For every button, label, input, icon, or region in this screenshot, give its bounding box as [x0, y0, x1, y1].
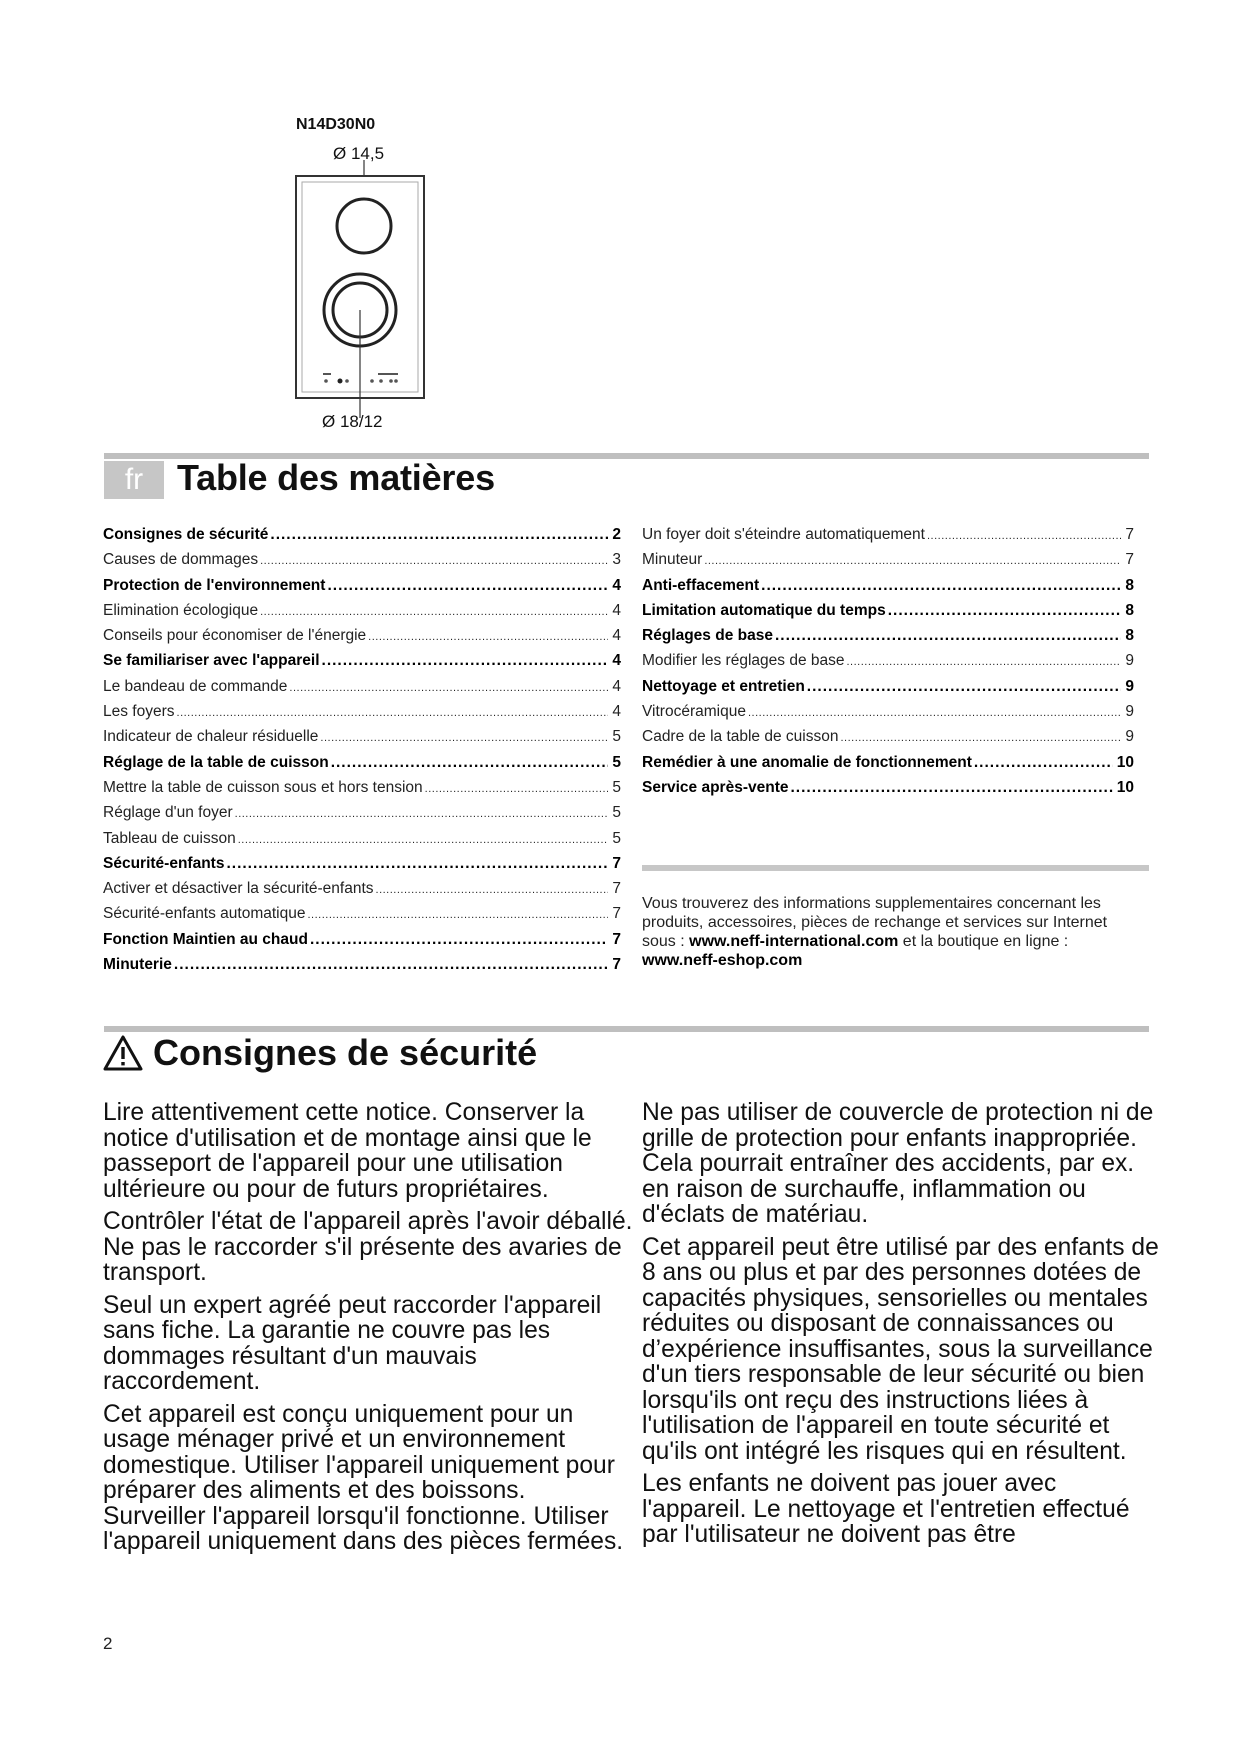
toc-entry[interactable]: Nettoyage et entretien ..... 9 — [642, 678, 1134, 703]
toc-entry[interactable]: Remédier à une anomalie de fonctionnement ..... 10 — [642, 754, 1134, 779]
toc-entry[interactable]: Protection de l'environnement ..... 4 — [103, 577, 621, 602]
toc-entry[interactable]: Minuterie ..... 7 — [103, 956, 621, 981]
toc-entry[interactable]: Cadre de la table de cuisson ..... 9 — [642, 728, 1134, 753]
safety-right-column — [642, 1100, 1162, 1555]
page-number: 2 — [103, 1634, 113, 1653]
toc-entry[interactable]: Tableau de cuisson ..... 5 — [103, 830, 621, 855]
toc-entry[interactable]: Réglage de la table de cuisson ..... 5 — [103, 754, 621, 779]
toc-entry[interactable]: Service après-vente ..... 10 — [642, 779, 1134, 804]
warning-icon — [103, 1035, 143, 1071]
cooktop-diagram — [290, 160, 440, 430]
toc-entry[interactable]: Vitrocéramique ..... 9 — [642, 703, 1134, 728]
toc-entry[interactable]: Sécurité-enfants ..... 7 — [103, 855, 621, 880]
safety-paragraph: Cet appareil est conçu uniquement pour un usage ménager privé et un environnement domestique. Utiliser l'appareil uniquement pour préparer des aliments et des boissons. Surveiller l'appareil lorsqu'il fonctionne. Utiliser l'appareil uniquement dans des pièces fermées. — [103, 1400, 624, 1555]
international-link[interactable]: www.neff-international.com — [689, 933, 899, 950]
toc-entry[interactable]: Les foyers ..... 4 — [103, 703, 621, 728]
appliance-model-label: N14D30N0 — [296, 116, 376, 133]
language-badge: fr — [104, 461, 164, 499]
toc-entry[interactable]: Réglage d'un foyer ..... 5 — [103, 804, 621, 829]
toc-entry[interactable]: Consignes de sécurité ..... 2 — [103, 526, 621, 551]
toc-entry[interactable]: Un foyer doit s'éteindre automatiquement ..... 7 — [642, 526, 1134, 551]
safety-heading — [103, 1032, 537, 1074]
toc-entry[interactable]: Modifier les réglages de base ..... 9 — [642, 652, 1134, 677]
toc-right-column — [642, 526, 1134, 804]
toc-entry[interactable]: Réglages de base ..... 8 — [642, 627, 1134, 652]
info-text-part: Vous trouverez des informations supplementaires concernant les produits, accessoires, pièces de rechange et services sur Internet sous : — [642, 895, 1108, 950]
eshop-link[interactable]: www.neff-eshop.com — [642, 952, 803, 969]
toc-entry[interactable]: Conseils pour économiser de l'énergie ..... 4 — [103, 627, 621, 652]
zone-diameter-top: Ø 14,5 — [333, 144, 385, 163]
toc-title: Table des matières — [177, 457, 495, 498]
toc-entry[interactable]: Sécurité-enfants automatique ..... 7 — [103, 905, 621, 930]
toc-entry[interactable]: Limitation automatique du temps ..... 8 — [642, 602, 1134, 627]
toc-entry[interactable]: Se familiariser avec l'appareil ..... 4 — [103, 652, 621, 677]
toc-entry[interactable]: Causes de dommages ..... 3 — [103, 551, 621, 576]
safety-paragraph: Lire attentivement cette notice. Conserver la notice d'utilisation et de montage ainsi que le passeport de l'appareil pour une utilisation ultérieure ou pour de futurs propriétaires. — [103, 1099, 592, 1203]
toc-left-column — [103, 526, 621, 981]
info-rule — [642, 865, 1149, 871]
toc-entry[interactable]: Mettre la table de cuisson sous et hors tension ..... 5 — [103, 779, 621, 804]
zone-diameter-bottom: Ø 18/12 — [322, 412, 383, 431]
toc-entry[interactable]: Anti-effacement ..... 8 — [642, 577, 1134, 602]
toc-entry[interactable]: Activer et désactiver la sécurité-enfants ..... 7 — [103, 880, 621, 905]
safety-paragraph: Contrôler l'état de l'appareil après l'avoir déballé. Ne pas le raccorder s'il présente des avaries de transport. — [103, 1208, 633, 1286]
safety-title: Consignes de sécurité — [153, 1032, 538, 1073]
safety-paragraph: Cet appareil peut être utilisé par des enfants de 8 ans ou plus et par des personnes dotées de capacités physiques, sensorielles ou mentales réduites ou disposant de connaissances ou d’expérience insuffisantes, sous la surveillance d'un tiers responsable de leur sécurité ou bien lorsqu'ils ont reçu des instructions liées à l'utilisation de l'appareil en toute sécurité et qu'ils ont intégré les risques qui en résultent. — [642, 1233, 1159, 1465]
toc-entry[interactable]: Minuteur ..... 7 — [642, 551, 1134, 576]
safety-paragraph: Seul un expert agréé peut raccorder l'appareil sans fiche. La garantie ne couvre pas les dommages résultant d'un mauvais raccordement. — [103, 1291, 602, 1395]
toc-entry[interactable]: Le bandeau de commande ..... 4 — [103, 678, 621, 703]
toc-entry[interactable]: Fonction Maintien au chaud ..... 7 — [103, 931, 621, 956]
online-info-text — [642, 894, 1132, 970]
toc-entry[interactable]: Indicateur de chaleur résiduelle ..... 5 — [103, 728, 621, 753]
info-text-part: et la boutique en ligne : — [898, 933, 1069, 950]
safety-paragraph: Les enfants ne doivent pas jouer avec l'appareil. Le nettoyage et l'entretien effectué par l'utilisateur ne doivent pas être — [642, 1470, 1130, 1548]
safety-paragraph: Ne pas utiliser de couvercle de protection ni de grille de protection pour enfants inappropriée. Cela pourrait entraîner des accidents, par ex. en raison de surchauffe, inflammation ou d'éclats de matériau. — [642, 1099, 1154, 1228]
toc-entry[interactable]: Elimination écologique ..... 4 — [103, 602, 621, 627]
safety-left-column — [103, 1100, 633, 1562]
